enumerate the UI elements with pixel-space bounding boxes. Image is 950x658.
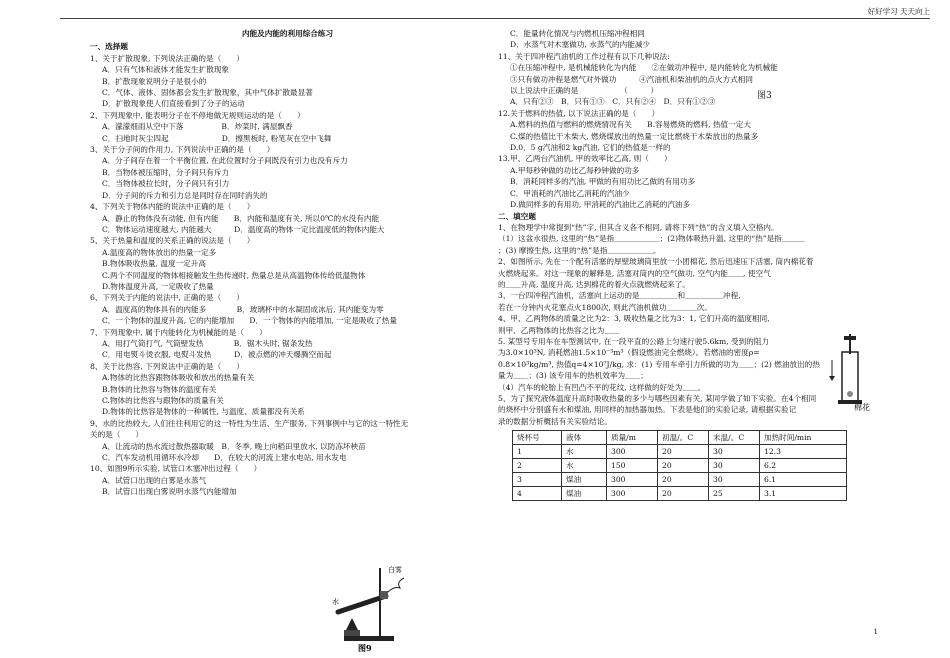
right-line: D.0．5 g汽油和2 kg汽油, 它们的热值是一样的 [510, 143, 671, 153]
table-cell: 20 [658, 473, 709, 487]
table-cell: 水 [562, 459, 607, 473]
fill-line: 若在一分钟内火花塞点火1800次, 则此汽油机做功＿＿＿＿次。 [498, 302, 712, 312]
table-header-cell: 初温/。C [658, 431, 709, 445]
figure-9-diagram [330, 560, 410, 652]
left-line: B.物体吸收热量, 温度一定升高 [102, 259, 206, 269]
table-header-cell: 烧杯号 [513, 431, 562, 445]
left-line: 8、关于比热容, 下列说法中正确的是（ ） [90, 361, 244, 371]
stand-base [344, 636, 394, 641]
left-line: C．一个物体的温度升高, 它的内能增加 D．一个物体的内能增加, 一定是吸收了热量 [102, 316, 397, 326]
label-cotton: 棉花 [854, 403, 870, 412]
table-cell: 20 [658, 445, 709, 459]
right-questions [498, 28, 870, 211]
table-cell: 30 [709, 473, 760, 487]
table-cell: 煤油 [562, 487, 607, 501]
left-line: A．濛濛细雨从空中下落 B．炒菜时, 满屋飘香 [102, 122, 293, 132]
table-cell: 水 [562, 445, 607, 459]
right-line: A.燃料的热值与燃料的燃烧情况有关 B.容易燃烧的燃料, 热值一定大 [510, 120, 751, 130]
piston-cylinder-diagram [828, 332, 878, 412]
fill-line: 4、甲、乙两物体的质量之比为2：3, 吸收热量之比为3：1, 它们升高的温度相同, [498, 314, 770, 324]
table-header-cell: 质量/m [607, 431, 658, 445]
right-line: 以上说法中正确的是 （ ） [510, 86, 659, 96]
table-cell: 20 [658, 487, 709, 501]
right-line: B．消耗同样多的汽油, 甲做的有用功比乙做的有用功多 [510, 177, 696, 187]
section-choice-title: 一、选择题 [90, 42, 128, 52]
fog-wisp [388, 578, 404, 592]
left-line: 5、关于热量和温度的关系正确的说法是（ ） [90, 236, 255, 246]
table-header-cell: 末温/。C [709, 431, 760, 445]
fill-line: ；(3) 摩擦生热, 这里的“热”是指＿＿＿＿＿＿。 [498, 245, 661, 255]
left-line: C．用电熨斗烫衣服, 电熨斗发热 D．被点燃的冲天爆腾空而起 [102, 350, 332, 360]
left-line: 9、水的比热较大, 人们往往利用它的这一特性为生活、生产服务, 下列事例中与它的这一特性无 [90, 418, 409, 428]
left-line: 7、下列现象中, 属于内能转化为机械能的是（ ） [90, 327, 267, 337]
section-fill-title: 二、填空题 [498, 211, 536, 221]
fill-line: 0.8×10³kg/m³, 热值q=4×10⁷J/kg, 求：(1) 专用车牵引力所做的功为＿＿；(2) 燃油放出的热 [498, 359, 820, 369]
fill-line: 1、在物理学中常提到“热”字, 但其含义各不相同, 请将下列“热”的含义填入空格内。 [498, 222, 779, 232]
fill-line: 则甲、乙两物体的比热容之比为＿＿ [498, 325, 620, 335]
table-row [513, 445, 847, 459]
left-line: C．物体运动速度越大, 内能越大 D．温度高的物体一定比温度低的物体内能大 [102, 224, 385, 234]
left-line: 6、下列关于内能的说法中, 正确的是（ ） [90, 293, 244, 303]
table-cell: 6.1 [760, 473, 847, 487]
left-line: A．试管口出现的白雾是水蒸气 [102, 475, 207, 485]
table-cell: 12.3 [760, 445, 847, 459]
test-tube [338, 596, 386, 612]
left-line: C.两个不同温度的物体相接触发生热传递时, 热量总是从高温物体传给低温物体 [102, 270, 366, 280]
left-questions [90, 53, 485, 498]
table-cell: 3 [513, 473, 562, 487]
table-cell: 30 [709, 445, 760, 459]
page-number: 1 [873, 628, 878, 636]
right-line: C．甲消耗的汽油比乙消耗的汽油少 [510, 188, 630, 198]
right-line: 11、关于四冲程汽油机的工作过程有以下几种说法: [498, 51, 670, 61]
table-row [513, 459, 847, 473]
table-cell: 20 [658, 459, 709, 473]
left-line: 4、下列关于物体内能的说法中正确的是（ ） [90, 202, 255, 212]
table-row [513, 473, 847, 487]
fill-line: 2、如图所示, 先在一个配有活塞的厚壁玻璃筒里放一小团棉花, 然后迅速压下活塞, 筒内棉花着 [498, 257, 814, 267]
table-cell: 3.1 [760, 487, 847, 501]
fill-line: 3、一台四冲程汽油机，活塞向上运动的是＿＿＿＿＿和＿＿＿＿＿冲程, [498, 291, 741, 301]
right-line: 13.甲、乙两台汽油机, 甲的效率比乙高, 则（ ） [498, 154, 672, 164]
fill-questions [498, 222, 870, 427]
table-cell: 300 [607, 473, 658, 487]
table-cell: 300 [607, 487, 658, 501]
fill-line: 5. 某型号专用车在车型测试中, 在一段平直的公路上匀速行驶5.6km, 受到的阻力 [498, 336, 770, 346]
left-line: 关的是（ ） [90, 430, 144, 440]
fill-line: 的烧杯中分别盛有水和煤油, 用同样的加热器加热。下表是他们的实验记录, 请根据实验记 [498, 405, 797, 415]
table-cell: 煤油 [562, 473, 607, 487]
experiment-table [512, 430, 847, 501]
left-line: A．分子间存在着一个平衡位置, 在此位置时分子间既没有引力也没有斥力 [102, 156, 348, 166]
left-line: B.物体的比热容与物体的温度有关 [102, 384, 217, 394]
page-title: 内能及内能的利用综合练习 [241, 29, 334, 38]
left-line: 10、如图9所示实验, 试管口木塞冲出过程（ ） [90, 464, 262, 474]
fill-line: 5、为了探究液体温度升高时吸收热量的多少与哪些因素有关, 某同学做了如下实验。在4个相同 [498, 394, 817, 403]
arrow-down-icon [829, 376, 835, 381]
left-line: A．温度高的物体具有的内能多 B．玻璃杯中的水凝固成冰后, 其内能变为零 [102, 304, 384, 314]
left-line: 1、关于扩散现象, 下列说法正确的是（ ） [90, 53, 244, 63]
header-rule [60, 18, 930, 19]
left-line: 3、关于分子间的作用力, 下列说法中正确的是（ ） [90, 145, 275, 155]
right-line: ③只有做功冲程是燃气对外做功 ④汽油机和柴油机的点火方式相同 [510, 74, 753, 84]
fill-line: 量为＿＿；(3) 该专用车的热机效率为＿＿； [498, 371, 648, 381]
label-fog: 白雾 [388, 566, 402, 574]
left-line: A．用打气筒打气, 气筒壁发热 B．锯木头时, 锯条发热 [102, 338, 313, 348]
left-line: A.温度高的物体放出的热量一定多 [102, 247, 217, 257]
table-header-cell: 加热时间/min [760, 431, 847, 445]
label-water: 水 [332, 598, 339, 606]
header-slogan: 好好学习 天天向上 [867, 7, 930, 16]
label-fig9: 图9 [358, 643, 372, 652]
left-line: C．汽车发动机用循环水冷却 D．在较大的河流上建水电站, 用水发电 [102, 453, 347, 463]
cotton-ball [847, 391, 853, 397]
fill-line: 火燃烧起来。对这一现象的解释是, 活塞对筒内的空气做功, 空气内能＿＿, 使空气 [498, 268, 771, 278]
table-cell: 4 [513, 487, 562, 501]
flame [346, 618, 358, 630]
table-cell: 6.2 [760, 459, 847, 473]
alcohol-lamp [344, 630, 360, 636]
left-line: A．只有气体和液体才能发生扩散现象 [102, 65, 229, 75]
right-line: 12.关于燃料的热值, 以下说法正确的是（ ） [498, 108, 660, 118]
left-line: C．当物体被拉长时，分子间只有引力 [102, 179, 230, 189]
fill-line: （1）这盆水很热, 这里的“热”是指＿＿＿＿＿＿；(2)物体吸热升温, 这里的“热”是指＿＿＿ [498, 234, 805, 244]
table-cell: 150 [607, 459, 658, 473]
fill-line: 为3.0×10³N, 消耗燃油1.5×10⁻³m³（假设燃油完全燃烧）。若燃油的密度ρ= [498, 348, 760, 358]
table-cell: 2 [513, 459, 562, 473]
left-line: A．让流动的热水流过散热器取暖 B．冬季, 晚上向稻田里放水, 以防冻坏秧苗 [102, 441, 366, 451]
right-line: A.甲每秒钟做的功比乙每秒钟做的功多 [510, 165, 640, 175]
table-row [513, 487, 847, 501]
left-line: B．扩散现象说明分子是很小的 [102, 76, 207, 86]
fill-line: （4）汽车的轮胎上有凹凸不平的花纹, 这样做的好处为＿＿。 [498, 382, 706, 392]
fill-line: 录的数据分析概括有关实验结论。 [498, 416, 612, 426]
left-line: A．静止的物体没有动能, 但有内能 B．内能和温度有关, 所以0℃的水没有内能 [102, 213, 380, 223]
figure-3-label: 图3 [757, 91, 772, 101]
left-column [90, 28, 485, 498]
right-line: C.煤的热值比干木柴大, 燃烧煤放出的热量一定比燃烧干木柴放出的热量多 [510, 131, 759, 141]
table-cell: 30 [709, 459, 760, 473]
left-line: C．气体、液体、固体都会发生扩散现象，其中气体扩散最显著 [102, 88, 313, 98]
right-line: D.做同样多的有用功, 甲消耗的汽油比乙消耗的汽油多 [510, 200, 691, 210]
table-cell: 300 [607, 445, 658, 459]
table-cell: 25 [709, 487, 760, 501]
right-line: A．只有②③ B．只有①③ C．只有②④ D．只有①②③ [510, 97, 716, 107]
left-line: D．分子间的斥力和引力总是同时存在同时消失的 [102, 190, 268, 200]
table-header-cell: 液体 [562, 431, 607, 445]
left-line: C．扫地时灰尘四起 D．擦黑板时, 粉笔灰在空中飞舞 [102, 133, 332, 143]
left-line: B．试管口出现白雾说明水蒸气内能增加 [102, 487, 237, 497]
right-column [498, 28, 870, 501]
left-line: C.物体的比热容与跟物体的质量有关 [102, 396, 224, 405]
right-line: D．水蒸气对木塞做功, 水蒸气的内能减少 [510, 40, 651, 50]
left-line: D．扩散现象使人们直接看到了分子的运动 [102, 99, 245, 109]
right-line: C．能量转化情况与内燃机压缩冲程相同 [510, 29, 645, 38]
left-line: D.物体的比热容是物体的一种属性, 与温度、质量都没有关系 [102, 407, 305, 417]
table-header-row [513, 431, 847, 445]
table-cell: 1 [513, 445, 562, 459]
fill-line: 的＿＿升高, 温度升高, 达到棉花的着火点就燃烧起来了。 [498, 279, 690, 289]
left-line: A.物体的比热容跟物体吸收和放出的热量有关 [102, 373, 255, 383]
right-line: ①在压缩冲程中, 是机械能转化为内能 ②在做功冲程中, 是内能转化为机械能 [510, 63, 778, 73]
piston-handle [844, 336, 856, 340]
left-line: 2、下列现象中, 能表明分子在不停地做无规则运动的是（ ） [90, 110, 305, 120]
cork [380, 591, 388, 599]
left-line: D.物体温度升高, 一定吸收了热量 [102, 281, 214, 291]
left-line: B．当物体被压缩时，分子间只有斥力 [102, 167, 230, 177]
